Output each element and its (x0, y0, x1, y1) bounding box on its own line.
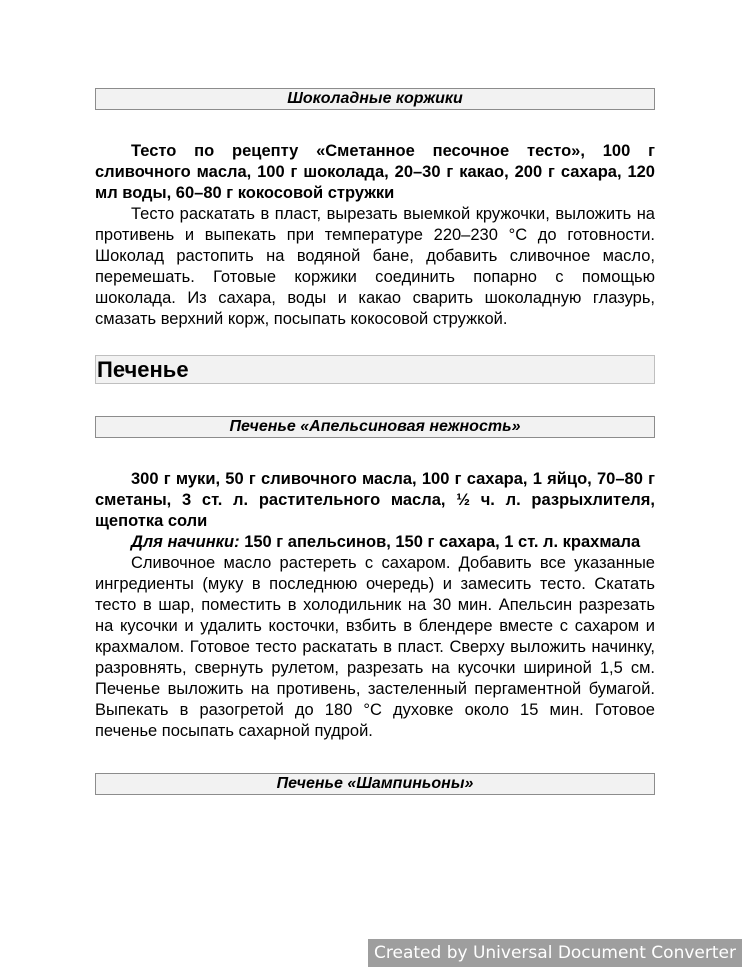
section-title-cookies: Печенье (95, 355, 655, 384)
method-orange-cookies: Сливочное масло растереть с сахаром. Добавить все указанные ингредиенты (муку в последнюю очередь) и замесить тесто. Скатать тесто в шар, поместить в холодильник на 30 мин. Апельсин разрезать на кусочки и удалить косточки, взбить в блендере вместе с сахаром и крахмалом. Готовое тесто раскатать в пласт. Сверху выложить начинку, разровнять, свернуть рулетом, разрезать на кусочки шириной 1,5 см. Печенье выложить на противень, застеленный пергаментной бумагой. Выпекать в разогретой до 180 °С духовке около 15 мин. Готовое печенье посыпать сахарной пудрой. (95, 554, 655, 740)
ingredients-orange-cookies: 300 г муки, 50 г сливочного масла, 100 г сахара, 1 яйцо, 70–80 г сметаны, 3 ст. л. растительного масла, ½ ч. л. разрыхлителя, щепотка соли (95, 470, 655, 530)
method-chocolate-cakes: Тесто раскатать в пласт, вырезать выемкой кружочки, выложить на противень и выпекать при температуре 220–230 °С до готовности. Шоколад растопить на водяной бане, добавить сливочное масло, перемешать. Готовые коржики соединить попарно с помощью шоколада. Из сахара, воды и какао сварить шоколадную глазурь, смазать верхний корж, посыпать кокосовой стружкой. (95, 205, 655, 328)
filling-orange-cookies (95, 532, 655, 553)
recipe-title-mushroom-cookies: Печенье «Шампиньоны» (95, 773, 655, 795)
filling-label: Для начинки: (131, 533, 240, 551)
ingredients-chocolate-cakes: Тесто по рецепту «Сметанное песочное тесто», 100 г сливочного масла, 100 г шоколада, 20–30 г какао, 200 г сахара, 120 мл воды, 60–80 г кокосовой стружки (95, 142, 655, 202)
page-content (95, 88, 655, 795)
watermark: Created by Universal Document Converter (368, 939, 742, 967)
recipe-title-chocolate-cakes: Шоколадные коржики (95, 88, 655, 110)
filling-ingredients: 150 г апельсинов, 150 г сахара, 1 ст. л. крахмала (239, 533, 641, 551)
recipe-title-orange-cookies: Печенье «Апельсиновая нежность» (95, 416, 655, 438)
